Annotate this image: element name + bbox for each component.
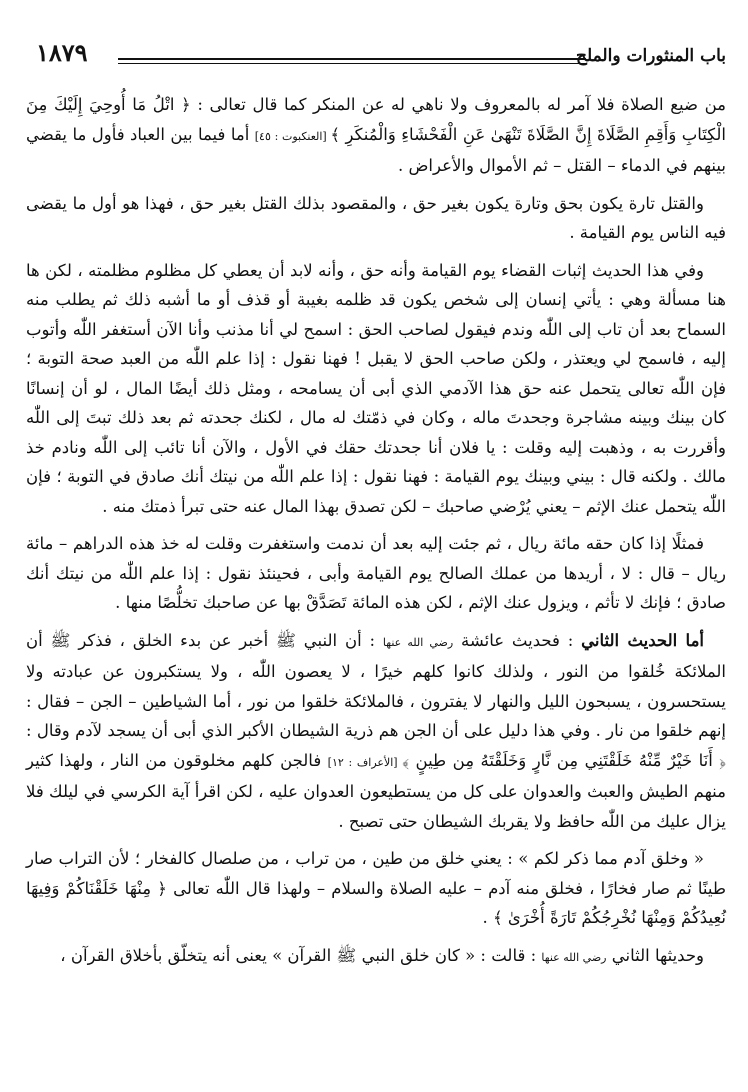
- quran-verse: ﴿ أَنَا خَيْرٌ مِّنْهُ خَلَقْتَنِي مِن نَّارٍ وَخَلَقْتَهُ مِن طِينٍ ﴾: [402, 750, 726, 770]
- text-run: .: [482, 908, 493, 927]
- paragraph: [26, 256, 726, 522]
- paragraph: [26, 941, 726, 973]
- paragraph: [26, 844, 726, 933]
- text-run: من ضيع الصلاة فلا آمر له بالمعروف ولا ناهي له عن المنكر كما قال تعالى :: [190, 95, 726, 114]
- verse-reference: [الأعراف : ١٢]: [327, 755, 403, 769]
- text-run: : فحديث عائشة: [453, 630, 582, 650]
- paragraph: [26, 189, 726, 248]
- quran-verse: ﴿ اتْلُ مَا أُوحِيَ إِلَيْكَ مِنَ الْكِتَابِ وَأَقِمِ الصَّلَاةَ إِنَّ الصَّلَاةَ تَنْهَىٰ عَنِ الْفَحْشَاءِ وَالْمُنكَرِ ﴾: [26, 95, 727, 144]
- book-page: [26, 20, 726, 1080]
- body-text: [26, 90, 726, 980]
- honorific: رضي الله عنها: [382, 635, 454, 649]
- text-run: وحديثها الثاني: [606, 945, 704, 965]
- text-run: فالجن كلهم مخلوقون من النار ، ولهذا كثير منهم الطيش والعبث والعدوان على كل من يستطيعون العدوان عليه ، لكن اقرأ آية الكرسي في ليلك فلا يزال عليك من اللّٰه حافظ ولا يقربك الشيطان حتى تصبح .: [26, 750, 726, 831]
- page-number: ١٨٧٩: [36, 38, 88, 67]
- section-heading: أما الحديث الثاني: [581, 630, 704, 650]
- paragraph: [26, 626, 726, 837]
- header-rule: [118, 58, 586, 64]
- text-run: والقتل تارة يكون بحق وتارة يكون بغير حق ، والمقصود بذلك القتل بغير حق ، فهذا هو أول ما يقضى فيه الناس يوم القيامة .: [26, 193, 726, 242]
- honorific: رضي الله عنها: [541, 950, 607, 964]
- chapter-title: باب المنثورات والملح: [575, 46, 726, 66]
- text-run: فمثلًا إذا كان حقه مائة ريال ، ثم جئت إليه بعد أن ندمت واستغفرت وقلت له خذ هذه الدراهم – مائة ريال – قال : لا ، أريدها من عملك الصالح يوم القيامة وأبى ، فحينئذ نقول : إذا علم اللّٰه من نيتك أنك صادق ؛ فإنك لا تأثم ، ويزول عنك الإثم ، لكن هذه المائة تَصَدَّقْ بها عن صاحبك تخلُّصًا منها .: [26, 534, 726, 612]
- text-run: : قالت : « كان خلق النبي ﷺ القرآن » يعنى أنه يتخلّق بأخلاق القرآن ،: [60, 945, 542, 965]
- text-run: : أن النبي ﷺ أخبر عن بدء الخلق ، فذكر ﷺ أن الملائكة خُلقوا من النور ، ولذلك كانوا كلهم خيرًا ، لا يعصون اللّٰه ، ولا يستكبرون عن عبادته ولا يستحسرون ، يسبحون الليل والنهار لا يفترون ، فالملائكة خلقوا من نور ، أما الشياطين – الجن – فقال : إنهم خلقوا من نار . وفي هذا دليل على أن الجن هم ذرية الشيطان الأكبر الذي أبى أن يسجد لآدم وقال :: [26, 630, 726, 740]
- text-run: « وخلق آدم مما ذكر لكم » : يعني خلق من طين ، من تراب ، من صلصال كالفخار ؛ لأن التراب صار طينًا ثم صار فخارًا ، فخلق منه آدم – عليه الصلاة والسلام – ولهذا قال اللّٰه تعالى: [26, 849, 726, 898]
- text-run: أما فيما بين العباد فأول ما يقضي بينهم في الدماء – القتل – ثم الأموال والأعراض .: [26, 124, 726, 175]
- text-run: وفي هذا الحديث إثبات القضاء يوم القيامة وأنه حق ، وأنه لابد أن يعطي كل مظلوم مظلمته ، لكن ها هنا مسألة وهي : يأتي إنسان إلى شخص يكون قد ظلمه بغيبة أو قذف أو ما أشبه ذلك ثم يطلب منه السماح بعد أن تاب إلى اللّٰه وندم فيقول لصاحب الحق : اسمح لي أنا مذنب وأنا الآن أستغفر اللّٰه وأتوب إليه ، فاسمح لي ويعتذر ، ولكن صاحب الحق لا يقبل ! فهنا نقول : إذا علم اللّٰه من العبد صحة التوبة ؛ فإن اللّٰه تعالى يتحمل عنه حق هذا الآدمي الذي أبى أن يسامحه ، ومثل ذلك أيضًا المال ، لو أن إنسانًا كان بينك وبينه مشاجرة وجحدتَ ماله ، وكان في ذمّتك له مال ، لكنك جحدته ثم بعد ذلك تبتَ إلى اللّٰه وأقررت به ، وذهبت إليه وقلت : يا فلان أنا جحدتك حقك في الأول ، والآن أنا تائب إلى اللّٰه ونادم خذ مالك . ولكنه قال : بيني وبينك يوم القيامة : فهنا نقول : إذا علم اللّٰه من نيتك أنك صادق في التوبة ؛ فإن اللّٰه يتحمل عنك الإثم – يعني يُرْضي صاحبك – لكن تصدق بهذا المال عنه حتى تبرأ ذمتك منه .: [26, 260, 726, 516]
- quran-verse: ﴿ مِنْهَا خَلَقْنَاكُمْ وَفِيهَا نُعِيدُكُمْ وَمِنْهَا نُخْرِجُكُمْ تَارَةً أُخْرَىٰ ﴾: [26, 878, 726, 927]
- paragraph: [26, 90, 726, 181]
- page-header: [26, 20, 726, 82]
- verse-reference: [العنكبوت : ٤٥]: [254, 129, 331, 143]
- paragraph: [26, 529, 726, 618]
